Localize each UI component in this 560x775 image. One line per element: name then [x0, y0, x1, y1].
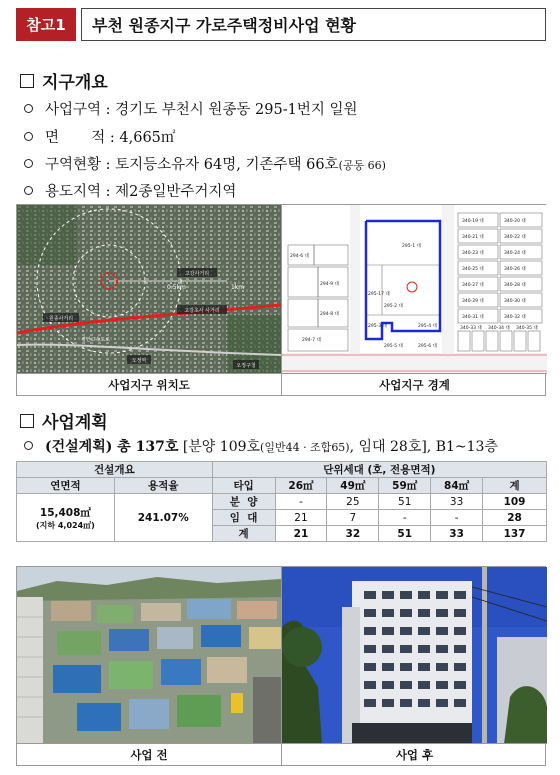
table-total-cell: 109: [483, 494, 547, 510]
overview-value: 4,665㎡: [119, 130, 176, 146]
overview-item: [24, 126, 175, 147]
table-total-cell: 28: [483, 510, 547, 526]
table-header-row: [17, 462, 547, 478]
parcel-label: 295-2 대: [384, 304, 403, 309]
table-group-header: 단위세대 (호, 전용면적): [212, 462, 546, 478]
table-cell: 33: [431, 494, 483, 510]
section-title: 지구개요: [42, 73, 108, 93]
parcel-label: 340-20 대: [504, 219, 526, 224]
map-label: 0.5km: [167, 284, 186, 291]
parcel-label: 294-9 대: [320, 282, 339, 287]
parcel-label: 340-33 대: [460, 326, 482, 331]
table-group-header: 건설개요: [17, 462, 213, 478]
overview-note: (공동 66): [338, 159, 386, 172]
photo-row: [16, 566, 546, 766]
table-row: [17, 494, 547, 510]
overview-label: 용도지역 :: [45, 184, 116, 200]
before-caption: 사업 전: [17, 743, 281, 765]
parcel-label: 340-19 대: [462, 219, 484, 224]
table-cell: 33: [431, 526, 483, 542]
reference-badge: 참고1: [16, 8, 76, 41]
plan-detail: [분양 109호: [178, 439, 261, 455]
table-total-cell: 137: [483, 526, 547, 542]
location-map-caption: 사업지구 위치도: [17, 373, 281, 395]
column-header: 계: [483, 478, 547, 494]
parcel-label: 340-26 대: [504, 267, 526, 272]
parcel-label: 294-6 대: [290, 254, 309, 259]
table-cell: 21: [275, 526, 327, 542]
table-cell: 7: [327, 510, 379, 526]
parcel-label: 295-6 대: [418, 344, 437, 349]
boundary-map-image: [282, 205, 547, 373]
parcel-label: 294-7 대: [302, 338, 321, 343]
column-header: 연면적: [17, 478, 115, 494]
parcel-label: 340-27 대: [462, 283, 484, 288]
location-map-image: [17, 205, 281, 373]
overview-label: 구역현황 :: [45, 157, 116, 173]
gross-area-value: 15,408㎡: [39, 506, 91, 519]
gross-area-cell: [17, 494, 115, 542]
parcel-label: 340-28 대: [504, 283, 526, 288]
parcel-label: 340-24 대: [504, 251, 526, 256]
cadastral-map-graphic: [282, 205, 547, 373]
parcel-label: 340-30 대: [504, 299, 526, 304]
overview-item: [24, 98, 357, 119]
map-label: 고강사거리: [184, 271, 210, 277]
table-cell: -: [431, 510, 483, 526]
table-cell: 21: [275, 510, 327, 526]
after-caption: 사업 후: [282, 743, 547, 765]
gross-area-sub: (지하 4,024㎡): [35, 520, 95, 530]
column-header: 84㎡: [431, 478, 483, 494]
parcel-label: 340-31 대: [462, 315, 484, 320]
table-cell: -: [379, 510, 431, 526]
parcel-label: 340-35 대: [516, 326, 538, 331]
aerial-neighborhood-graphic: [17, 567, 281, 743]
parcel-label: 295-1 대: [402, 244, 421, 249]
overview-value: 제2종일반주거지역: [115, 184, 237, 200]
after-photo-panel: [281, 567, 547, 765]
overview-label: 사업구역 :: [45, 102, 116, 118]
parcel-label: 340-22 대: [504, 235, 526, 240]
map-label: 1km: [231, 284, 245, 291]
parcel-label: 340-32 대: [504, 315, 526, 320]
overview-value: 토지등소유자 64명, 기존주택 66호: [115, 157, 339, 173]
type-cell: 분 양: [212, 494, 275, 510]
table-header-row: [17, 478, 547, 494]
circle-bullet-icon: [24, 132, 33, 141]
page-title: 부천 원종지구 가로주택정비사업 현황: [81, 8, 546, 41]
plan-detail-end: , 임대 28호], B1~13층: [349, 439, 498, 455]
parcel-label: 340-34 대: [488, 326, 510, 331]
overview-item: [24, 153, 386, 174]
page-header: [16, 8, 546, 41]
type-cell: 계: [212, 526, 275, 542]
before-photo-panel: [17, 567, 281, 765]
map-label: 경인고속도로: [81, 337, 110, 343]
circle-bullet-icon: [24, 104, 33, 113]
floor-area-ratio-cell: 241.07%: [114, 494, 212, 542]
parcel-label: 295-5 대: [384, 344, 403, 349]
circle-bullet-icon: [24, 441, 33, 450]
section-heading-plan: [20, 408, 108, 433]
boundary-map-panel: [281, 205, 547, 395]
satellite-map-graphic: [17, 205, 281, 373]
table-cell: -: [275, 494, 327, 510]
circle-bullet-icon: [24, 159, 33, 168]
after-photo: [282, 567, 547, 743]
parcel-label: 340-23 대: [462, 251, 484, 256]
table-cell: 25: [327, 494, 379, 510]
column-header: 59㎡: [379, 478, 431, 494]
construction-plan-table: [16, 461, 547, 542]
square-bullet-icon: [20, 74, 34, 88]
circle-bullet-icon: [24, 186, 33, 195]
column-header: 26㎡: [275, 478, 327, 494]
parcel-label: 295-17 대: [368, 292, 390, 297]
column-header: 타입: [212, 478, 275, 494]
parcel-label: 340-29 대: [462, 299, 484, 304]
boundary-map-caption: 사업지구 경계: [282, 373, 547, 395]
parcel-label: 340-25 대: [462, 267, 484, 272]
plan-total: (건설계획) 총 137호: [45, 439, 179, 455]
overview-label: 면 적 :: [45, 130, 120, 146]
section-heading-overview: [20, 68, 108, 93]
section-title: 사업계획: [42, 413, 108, 433]
map-label: 오정역: [131, 358, 147, 364]
parcel-label: 295-4 대: [418, 324, 437, 329]
map-label: 원종사거리: [48, 316, 74, 322]
column-header: 용적율: [114, 478, 212, 494]
map-image-row: [16, 204, 546, 396]
parcel-label: 340-21 대: [462, 235, 484, 240]
type-cell: 임 대: [212, 510, 275, 526]
square-bullet-icon: [20, 414, 34, 428]
table-cell: 51: [379, 494, 431, 510]
plan-summary: [24, 436, 498, 456]
location-map-panel: [17, 205, 281, 395]
map-label: 고강초사 사거리: [184, 308, 220, 314]
table-cell: 51: [379, 526, 431, 542]
column-header: 49㎡: [327, 478, 379, 494]
new-building-graphic: [282, 567, 547, 743]
before-photo: [17, 567, 281, 743]
table-cell: 32: [327, 526, 379, 542]
parcel-label: 294-8 대: [320, 312, 339, 317]
parcel-label: 295-3 대: [368, 324, 387, 329]
map-label: 오정구청: [236, 363, 256, 369]
plan-detail-note: (일반44 · 조합65): [260, 441, 350, 454]
overview-value: 경기도 부천시 원종동 295-1번지 일원: [115, 102, 358, 118]
overview-item: [24, 180, 236, 201]
